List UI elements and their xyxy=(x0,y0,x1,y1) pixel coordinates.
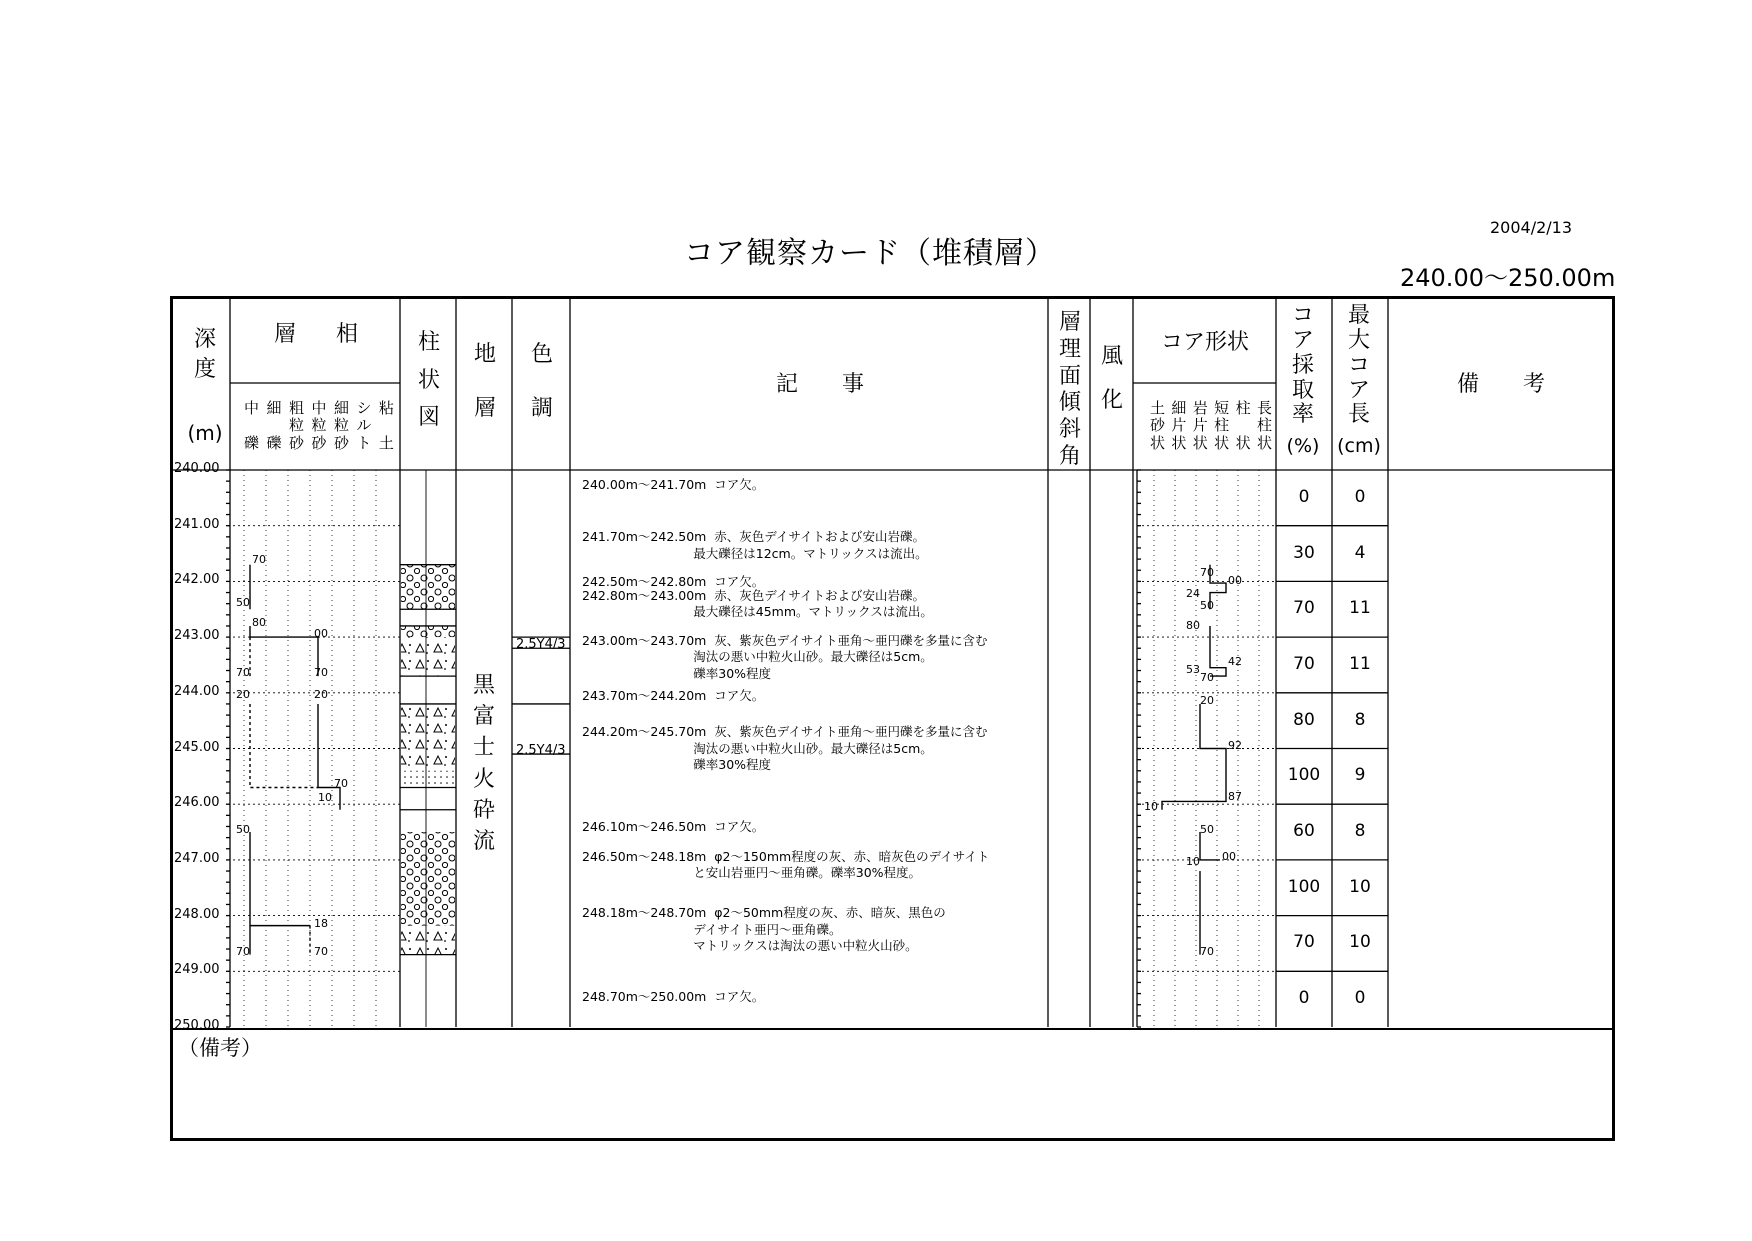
subcolumn-label: 細 礫 xyxy=(266,399,282,452)
facies-log-label: 00 xyxy=(314,627,328,641)
recovery-value: 70 xyxy=(1293,653,1315,674)
description-header: 記 事 xyxy=(775,372,865,397)
facies-log-label: 70 xyxy=(314,944,328,958)
columnar-texture-tuff xyxy=(401,926,455,955)
formation-name-char: 士 xyxy=(472,735,495,761)
subcolumn-label: 長 柱 状 xyxy=(1256,399,1272,452)
subcolumn-label: 中 礫 xyxy=(244,399,260,452)
facies-log-segment xyxy=(250,704,318,788)
core-shape-log-label: 24 xyxy=(1186,586,1200,600)
facies-subheader xyxy=(244,400,394,452)
max-core-value: 8 xyxy=(1354,709,1366,730)
max-core-value: 0 xyxy=(1354,486,1366,507)
facies-log-segment xyxy=(250,832,310,926)
depth-tick-label: 250.00 xyxy=(174,1018,220,1033)
formation-name-char: 富 xyxy=(472,704,495,730)
columnar-texture-gravel xyxy=(401,565,455,610)
facies-log-label: 70 xyxy=(236,944,250,958)
core-shape-header: コア形状 xyxy=(1160,330,1249,355)
remarks-footer-label: （備考） xyxy=(178,1036,262,1060)
core-shape-log-label: 53 xyxy=(1186,663,1200,677)
core-shape-log-label: 50 xyxy=(1200,823,1214,837)
remarks-header: 備 考 xyxy=(1456,372,1546,397)
core-shape-log-label: 70 xyxy=(1200,670,1214,684)
depth-tick-label: 241.00 xyxy=(174,516,220,532)
formation-name-char: 黒 xyxy=(472,673,495,698)
facies-log-label: 10 xyxy=(318,791,332,805)
recovery-value: 0 xyxy=(1298,988,1310,1009)
recovery-value: 60 xyxy=(1293,821,1315,842)
description-entry: 242.50m～242.80m コア欠。 xyxy=(582,574,765,590)
max-core-value: 0 xyxy=(1354,988,1366,1009)
description-entry: 240.00m～241.70m コア欠。 xyxy=(582,476,765,492)
subcolumn-label: 細 片 状 xyxy=(1171,399,1187,452)
formation-name-char: 砕 xyxy=(472,797,495,823)
columnar-texture-tuff xyxy=(401,704,455,771)
description-entry: 246.10m～246.50m コア欠。 xyxy=(582,819,765,835)
max-core-value: 10 xyxy=(1349,932,1371,953)
facies-log-label: 70 xyxy=(252,553,266,567)
recovery-value: 100 xyxy=(1287,876,1321,897)
facies-log-segment xyxy=(250,626,318,676)
recovery-value: 70 xyxy=(1293,932,1315,953)
recovery-value: 0 xyxy=(1298,486,1310,507)
formation-header: 地 層 xyxy=(473,342,496,421)
color-tone-value: 2.5Y4/3 xyxy=(516,743,566,759)
subcolumn-label: 柱 状 xyxy=(1235,399,1251,452)
facies-log-label: 70 xyxy=(334,777,348,791)
description-entry: 243.70m～244.20m コア欠。 xyxy=(582,688,765,704)
columnar-texture-gravel xyxy=(401,832,455,926)
max-core-value: 11 xyxy=(1349,653,1371,674)
subcolumn-label: 粘 土 xyxy=(378,399,394,452)
depth-tick-label: 242.00 xyxy=(174,572,220,588)
facies-log-label: 18 xyxy=(314,916,328,930)
formation-name-char: 火 xyxy=(472,766,495,792)
facies-log-label: 80 xyxy=(252,615,266,629)
max-core-value: 8 xyxy=(1354,821,1366,842)
formation-name xyxy=(464,670,504,857)
columnar-texture-gravel xyxy=(401,626,455,637)
max-core-length-header: 最 大 コ ア 長 (cm) xyxy=(1337,303,1381,458)
description-entry: 242.80m～243.00m 赤、灰色デイサイトおよび安山岩礫。 最大礫径は45mm。マトリックスは流出。 xyxy=(582,587,933,620)
core-shape-log-label: 42 xyxy=(1228,654,1242,668)
core-shape-log-label: 10 xyxy=(1186,855,1200,869)
core-shape-log-label: 80 xyxy=(1186,618,1200,632)
facies-log-label: 70 xyxy=(236,666,250,680)
core-shape-log-label: 00 xyxy=(1222,849,1236,863)
date-label: 2004/2/13 xyxy=(1490,218,1573,237)
depth-header: 深 度 (m) xyxy=(187,327,223,446)
depth-tick-label: 243.00 xyxy=(174,628,220,644)
facies-log-label: 20 xyxy=(236,688,250,702)
max-core-value: 10 xyxy=(1349,876,1371,897)
subcolumn-label: 細 粒 砂 xyxy=(333,399,349,452)
weathering-header: 風 化 xyxy=(1100,344,1123,413)
core-shape-subheader xyxy=(1150,400,1272,452)
facies-log-label: 70 xyxy=(314,666,328,680)
core-shape-log-label: 20 xyxy=(1200,693,1214,707)
core-log-segment xyxy=(1162,704,1226,810)
core-shape-log-label: 00 xyxy=(1228,574,1242,588)
subcolumn-label: 短 柱 状 xyxy=(1214,399,1230,452)
core-shape-log-label: 87 xyxy=(1228,789,1242,803)
max-core-value: 4 xyxy=(1354,542,1366,563)
page-title: コア観察カード（堆積層） xyxy=(684,236,1056,271)
depth-tick-label: 244.00 xyxy=(174,683,220,699)
subcolumn-label: 岩 片 状 xyxy=(1192,399,1208,452)
subcolumn-label: 土 砂 状 xyxy=(1150,399,1166,452)
facies-log-label: 50 xyxy=(236,823,250,837)
core-shape-log-label: 10 xyxy=(1144,799,1158,813)
columnar-texture-sand xyxy=(401,771,455,788)
depth-tick-label: 247.00 xyxy=(174,850,220,866)
depth-tick-label: 240.00 xyxy=(174,461,220,476)
columnar-texture-tuff xyxy=(401,637,455,676)
depth-tick-label: 246.00 xyxy=(174,795,220,811)
facies-header: 層 相 xyxy=(273,322,359,347)
depth-tick-label: 245.00 xyxy=(174,739,220,755)
max-core-value: 9 xyxy=(1354,765,1366,786)
description-entry: 246.50m～248.18m φ2～150mm程度の灰、赤、暗灰色のデイサイト と安山岩亜円～亜角礫。礫率30%程度。 xyxy=(582,848,990,881)
subcolumn-label: 中 粒 砂 xyxy=(311,399,327,452)
depth-range-label: 240.00～250.00m xyxy=(1400,264,1616,292)
formation-name-char: 流 xyxy=(472,829,495,855)
description-entry: 241.70m～242.50m 赤、灰色デイサイトおよび安山岩礫。 最大礫径は12cm。マトリックスは流出。 xyxy=(582,529,928,561)
recovery-value: 70 xyxy=(1293,598,1315,619)
facies-log-label: 20 xyxy=(314,688,328,702)
columnar-header: 柱 状 図 xyxy=(417,330,440,431)
description-entry: 248.18m～248.70m φ2～50mm程度の灰、赤、暗灰、黒色の デイサイト亜円～亜角礫。 マトリックスは淘汰の悪い中粒火山砂。 xyxy=(582,905,946,954)
recovery-value: 30 xyxy=(1293,542,1315,563)
max-core-value: 11 xyxy=(1349,598,1371,619)
core-shape-log-label: 70 xyxy=(1200,944,1214,958)
color-tone-value: 2.5Y4/3 xyxy=(516,637,566,653)
depth-tick-label: 248.00 xyxy=(174,906,220,922)
facies-log-label: 50 xyxy=(236,596,250,610)
core-shape-log-label: 50 xyxy=(1200,599,1214,613)
dip-angle-header: 層 理 面 傾 斜 角 xyxy=(1058,310,1081,470)
recovery-header: コ ア 採 取 率 (%) xyxy=(1286,303,1320,458)
core-shape-log-label: 92 xyxy=(1228,738,1242,752)
core-log-segment xyxy=(1210,626,1226,676)
description-entry: 244.20m～245.70m 灰、紫灰色デイサイト亜角～亜円礫を多量に含む 淘汰の悪い中粒火山砂。最大礫径は5cm。 礫率30%程度 xyxy=(582,724,988,773)
description-entry: 243.00m～243.70m 灰、紫灰色デイサイト亜角～亜円礫を多量に含む 淘汰の悪い中粒火山砂。最大礫径は5cm。 礫率30%程度 xyxy=(582,632,988,681)
depth-tick-label: 249.00 xyxy=(174,962,220,978)
description-entry: 248.70m～250.00m コア欠。 xyxy=(582,989,765,1004)
color-header: 色 調 xyxy=(530,342,553,421)
recovery-value: 80 xyxy=(1293,709,1315,730)
subcolumn-label: 粗 粒 砂 xyxy=(288,399,304,452)
core-shape-log-label: 70 xyxy=(1200,565,1214,579)
recovery-value: 100 xyxy=(1287,765,1321,786)
subcolumn-label: シ ル ト xyxy=(356,399,372,452)
